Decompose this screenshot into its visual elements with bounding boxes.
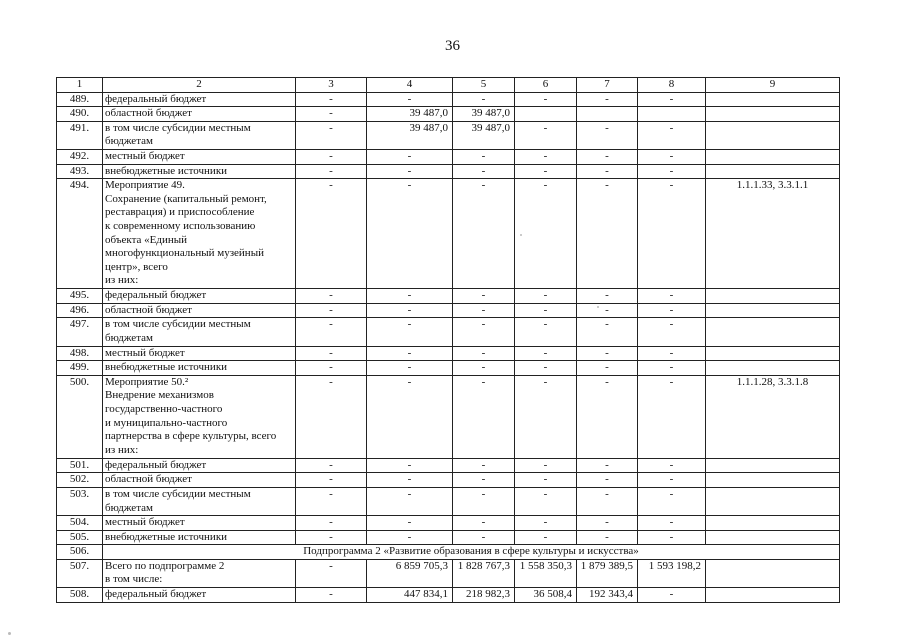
value-cell-c5: - xyxy=(453,530,515,545)
row-description: областной бюджет xyxy=(103,473,296,488)
value-cell-c3: - xyxy=(296,530,367,545)
row-number: 493. xyxy=(57,164,103,179)
row-number: 505. xyxy=(57,530,103,545)
value-cell-c7: - xyxy=(577,164,638,179)
column-header: 3 xyxy=(296,78,367,93)
value-cell-c8 xyxy=(638,107,706,122)
value-cell-c8: - xyxy=(638,458,706,473)
value-cell-c7: - xyxy=(577,149,638,164)
table-row xyxy=(57,487,840,515)
header-row xyxy=(57,78,840,93)
value-cell-c3: - xyxy=(296,559,367,587)
value-cell-c7: - xyxy=(577,487,638,515)
value-cell-c5: - xyxy=(453,92,515,107)
value-cell-c7: - xyxy=(577,530,638,545)
indicator-cell xyxy=(706,346,840,361)
value-cell-c8: - xyxy=(638,361,706,376)
value-cell-c3: - xyxy=(296,516,367,531)
value-cell-c5: - xyxy=(453,458,515,473)
value-cell-c7: - xyxy=(577,179,638,289)
value-cell-c4: - xyxy=(367,487,453,515)
value-cell-c5: - xyxy=(453,361,515,376)
value-cell-c5: - xyxy=(453,346,515,361)
row-number: 490. xyxy=(57,107,103,122)
value-cell-c8: - xyxy=(638,375,706,458)
value-cell-c4: 39 487,0 xyxy=(367,107,453,122)
value-cell-c7 xyxy=(577,107,638,122)
indicator-cell xyxy=(706,92,840,107)
value-cell-c7: - xyxy=(577,361,638,376)
indicator-cell: 1.1.1.33, 3.3.1.1 xyxy=(706,179,840,289)
table-row xyxy=(57,303,840,318)
value-cell-c3: - xyxy=(296,303,367,318)
row-number: 502. xyxy=(57,473,103,488)
value-cell-c8: - xyxy=(638,121,706,149)
row-description: внебюджетные источники xyxy=(103,530,296,545)
table-row xyxy=(57,458,840,473)
indicator-cell: 1.1.1.28, 3.3.1.8 xyxy=(706,375,840,458)
row-number: 494. xyxy=(57,179,103,289)
indicator-cell xyxy=(706,107,840,122)
value-cell-c6: - xyxy=(515,516,577,531)
value-cell-c3: - xyxy=(296,289,367,304)
value-cell-c6: 1 558 350,3 xyxy=(515,559,577,587)
indicator-cell xyxy=(706,588,840,603)
table-row xyxy=(57,530,840,545)
value-cell-c6: - xyxy=(515,164,577,179)
value-cell-c8: - xyxy=(638,318,706,346)
value-cell-c4: - xyxy=(367,516,453,531)
value-cell-c4: - xyxy=(367,530,453,545)
value-cell-c7: - xyxy=(577,516,638,531)
row-description: в том числе субсидии местным бюджетам xyxy=(103,318,296,346)
value-cell-c8: - xyxy=(638,516,706,531)
value-cell-c3: - xyxy=(296,107,367,122)
table-row xyxy=(57,289,840,304)
value-cell-c5: - xyxy=(453,303,515,318)
value-cell-c8: - xyxy=(638,164,706,179)
budget-table xyxy=(56,77,840,603)
value-cell-c3: - xyxy=(296,149,367,164)
value-cell-c3: - xyxy=(296,473,367,488)
value-cell-c6: - xyxy=(515,149,577,164)
row-number: 500. xyxy=(57,375,103,458)
table-row xyxy=(57,92,840,107)
scan-speck xyxy=(597,306,599,308)
row-number: 503. xyxy=(57,487,103,515)
value-cell-c7: - xyxy=(577,346,638,361)
value-cell-c3: - xyxy=(296,164,367,179)
row-description: внебюджетные источники xyxy=(103,164,296,179)
table-row xyxy=(57,588,840,603)
value-cell-c5: - xyxy=(453,164,515,179)
indicator-cell xyxy=(706,530,840,545)
table-row xyxy=(57,375,840,458)
indicator-cell xyxy=(706,164,840,179)
row-description: федеральный бюджет xyxy=(103,588,296,603)
value-cell-c7: - xyxy=(577,289,638,304)
value-cell-c3: - xyxy=(296,588,367,603)
value-cell-c6: - xyxy=(515,473,577,488)
value-cell-c8: - xyxy=(638,487,706,515)
value-cell-c7: - xyxy=(577,303,638,318)
value-cell-c6: - xyxy=(515,361,577,376)
scan-speck xyxy=(8,632,11,635)
value-cell-c3: - xyxy=(296,361,367,376)
row-description: федеральный бюджет xyxy=(103,289,296,304)
row-number: 492. xyxy=(57,149,103,164)
value-cell-c6: - xyxy=(515,289,577,304)
value-cell-c6 xyxy=(515,107,577,122)
value-cell-c5: - xyxy=(453,179,515,289)
value-cell-c4: - xyxy=(367,458,453,473)
value-cell-c4: - xyxy=(367,303,453,318)
column-header: 9 xyxy=(706,78,840,93)
row-number: 499. xyxy=(57,361,103,376)
value-cell-c8: 1 593 198,2 xyxy=(638,559,706,587)
column-header: 7 xyxy=(577,78,638,93)
row-description: федеральный бюджет xyxy=(103,458,296,473)
table-row xyxy=(57,318,840,346)
row-description: в том числе субсидии местным бюджетам xyxy=(103,121,296,149)
value-cell-c3: - xyxy=(296,375,367,458)
row-description: Мероприятие 49. Сохранение (капитальный ремонт, реставрация) и приспособление к современному использованию объекта «Единый многофункциональный музейный центр», всего из них: xyxy=(103,179,296,289)
value-cell-c5: 218 982,3 xyxy=(453,588,515,603)
value-cell-c5: 1 828 767,3 xyxy=(453,559,515,587)
indicator-cell xyxy=(706,361,840,376)
section-title: Подпрограмма 2 «Развитие образования в сфере культуры и искусства» xyxy=(103,545,840,560)
value-cell-c6: - xyxy=(515,303,577,318)
value-cell-c5: 39 487,0 xyxy=(453,121,515,149)
value-cell-c8: - xyxy=(638,289,706,304)
table-row xyxy=(57,149,840,164)
row-description: областной бюджет xyxy=(103,303,296,318)
table-row xyxy=(57,361,840,376)
indicator-cell xyxy=(706,121,840,149)
row-description: местный бюджет xyxy=(103,149,296,164)
value-cell-c7: - xyxy=(577,318,638,346)
row-number: 507. xyxy=(57,559,103,587)
value-cell-c5: - xyxy=(453,289,515,304)
row-number: 504. xyxy=(57,516,103,531)
row-description: Мероприятие 50.² Внедрение механизмов государственно-частного и муниципально-частного партнерства в сфере культуры, всего из них: xyxy=(103,375,296,458)
row-description: федеральный бюджет xyxy=(103,92,296,107)
value-cell-c5: - xyxy=(453,318,515,346)
value-cell-c7: 192 343,4 xyxy=(577,588,638,603)
row-description: местный бюджет xyxy=(103,516,296,531)
value-cell-c6: - xyxy=(515,179,577,289)
value-cell-c7: - xyxy=(577,121,638,149)
value-cell-c4: - xyxy=(367,289,453,304)
value-cell-c6: - xyxy=(515,318,577,346)
row-number: 501. xyxy=(57,458,103,473)
value-cell-c6: - xyxy=(515,487,577,515)
row-number: 497. xyxy=(57,318,103,346)
value-cell-c7: - xyxy=(577,92,638,107)
value-cell-c4: 447 834,1 xyxy=(367,588,453,603)
value-cell-c8: - xyxy=(638,473,706,488)
value-cell-c6: - xyxy=(515,530,577,545)
value-cell-c8: - xyxy=(638,530,706,545)
table-row xyxy=(57,473,840,488)
value-cell-c8: - xyxy=(638,588,706,603)
value-cell-c3: - xyxy=(296,458,367,473)
value-cell-c3: - xyxy=(296,318,367,346)
page-number: 36 xyxy=(445,38,460,54)
table-row xyxy=(57,516,840,531)
column-header: 6 xyxy=(515,78,577,93)
column-header: 5 xyxy=(453,78,515,93)
column-header: 8 xyxy=(638,78,706,93)
value-cell-c6: - xyxy=(515,121,577,149)
indicator-cell xyxy=(706,516,840,531)
row-number: 506. xyxy=(57,545,103,560)
value-cell-c3: - xyxy=(296,121,367,149)
row-number: 498. xyxy=(57,346,103,361)
row-number: 495. xyxy=(57,289,103,304)
value-cell-c6: 36 508,4 xyxy=(515,588,577,603)
value-cell-c4: 39 487,0 xyxy=(367,121,453,149)
row-description: в том числе субсидии местным бюджетам xyxy=(103,487,296,515)
value-cell-c8: - xyxy=(638,303,706,318)
value-cell-c4: - xyxy=(367,375,453,458)
value-cell-c3: - xyxy=(296,179,367,289)
indicator-cell xyxy=(706,303,840,318)
table-row xyxy=(57,107,840,122)
value-cell-c4: - xyxy=(367,346,453,361)
value-cell-c4: - xyxy=(367,318,453,346)
row-description: местный бюджет xyxy=(103,346,296,361)
row-number: 489. xyxy=(57,92,103,107)
value-cell-c7: - xyxy=(577,375,638,458)
value-cell-c5: 39 487,0 xyxy=(453,107,515,122)
value-cell-c3: - xyxy=(296,92,367,107)
column-header: 1 xyxy=(57,78,103,93)
value-cell-c3: - xyxy=(296,487,367,515)
value-cell-c5: - xyxy=(453,473,515,488)
indicator-cell xyxy=(706,487,840,515)
value-cell-c6: - xyxy=(515,346,577,361)
value-cell-c7: - xyxy=(577,473,638,488)
value-cell-c8: - xyxy=(638,179,706,289)
value-cell-c4: - xyxy=(367,164,453,179)
column-header: 2 xyxy=(103,78,296,93)
row-description: Всего по подпрограмме 2 в том числе: xyxy=(103,559,296,587)
value-cell-c5: - xyxy=(453,516,515,531)
value-cell-c6: - xyxy=(515,458,577,473)
value-cell-c6: - xyxy=(515,92,577,107)
indicator-cell xyxy=(706,458,840,473)
row-description: областной бюджет xyxy=(103,107,296,122)
value-cell-c6: - xyxy=(515,375,577,458)
value-cell-c8: - xyxy=(638,149,706,164)
scan-speck xyxy=(520,234,522,236)
row-number: 496. xyxy=(57,303,103,318)
indicator-cell xyxy=(706,559,840,587)
value-cell-c4: - xyxy=(367,361,453,376)
value-cell-c7: - xyxy=(577,458,638,473)
value-cell-c4: - xyxy=(367,179,453,289)
value-cell-c4: - xyxy=(367,473,453,488)
table-body xyxy=(57,78,840,603)
value-cell-c4: 6 859 705,3 xyxy=(367,559,453,587)
value-cell-c8: - xyxy=(638,92,706,107)
indicator-cell xyxy=(706,318,840,346)
value-cell-c5: - xyxy=(453,149,515,164)
table-row xyxy=(57,545,840,560)
indicator-cell xyxy=(706,289,840,304)
table-row xyxy=(57,346,840,361)
table-row xyxy=(57,179,840,289)
table-row xyxy=(57,164,840,179)
value-cell-c5: - xyxy=(453,375,515,458)
value-cell-c8: - xyxy=(638,346,706,361)
value-cell-c4: - xyxy=(367,149,453,164)
indicator-cell xyxy=(706,473,840,488)
value-cell-c4: - xyxy=(367,92,453,107)
value-cell-c7: 1 879 389,5 xyxy=(577,559,638,587)
table-row xyxy=(57,559,840,587)
row-number: 508. xyxy=(57,588,103,603)
value-cell-c3: - xyxy=(296,346,367,361)
column-header: 4 xyxy=(367,78,453,93)
row-number: 491. xyxy=(57,121,103,149)
value-cell-c5: - xyxy=(453,487,515,515)
indicator-cell xyxy=(706,149,840,164)
table-row xyxy=(57,121,840,149)
row-description: внебюджетные источники xyxy=(103,361,296,376)
